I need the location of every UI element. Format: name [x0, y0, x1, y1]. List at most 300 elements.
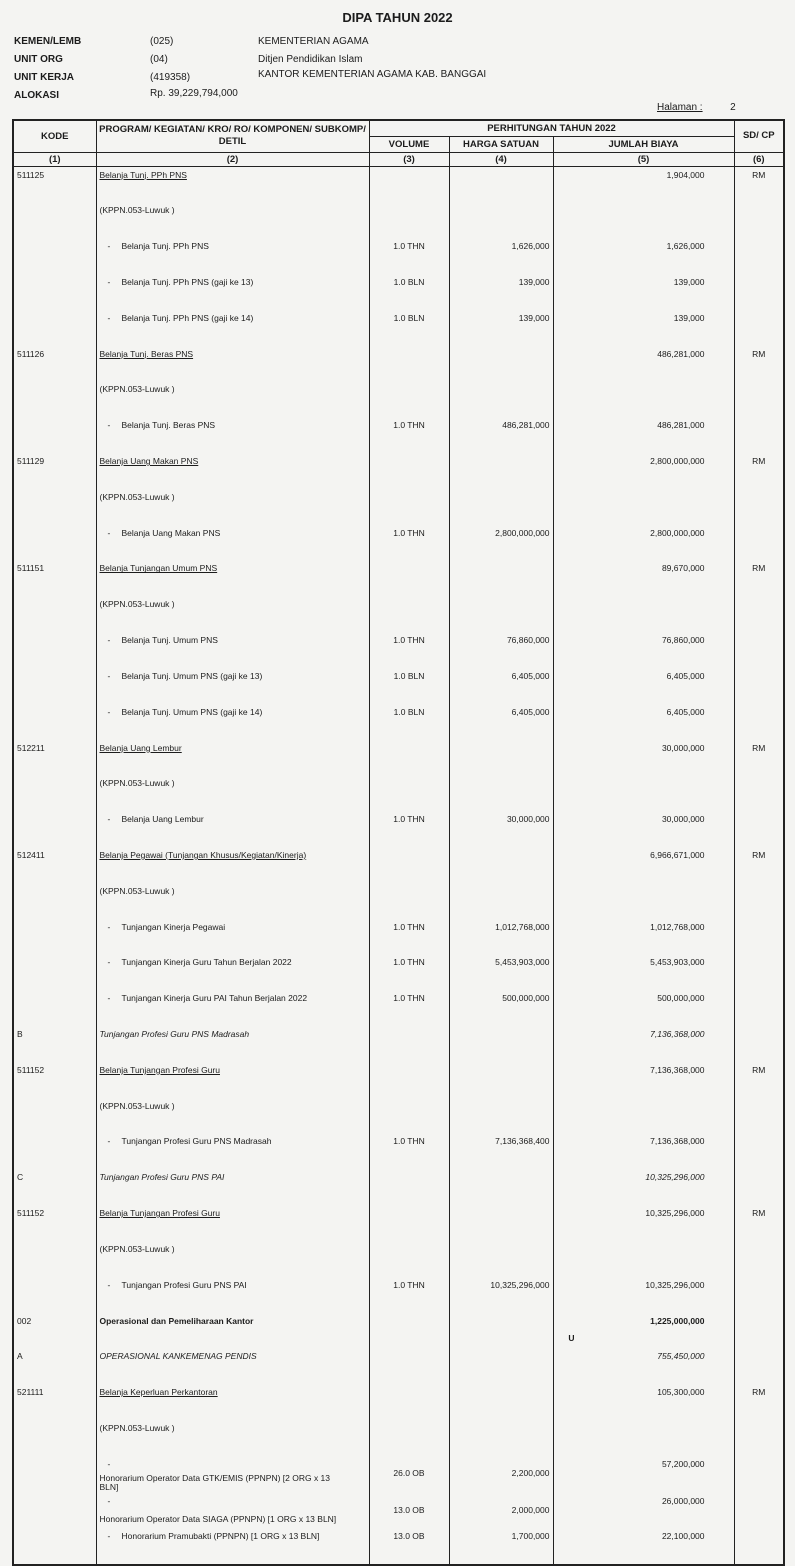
jumlah-value: 2,800,000,000	[650, 456, 705, 466]
cell-program	[96, 990, 369, 1026]
jumlah-value: 57,200,000	[661, 1459, 705, 1470]
program-text: Belanja Uang Lembur	[121, 814, 204, 825]
header-value-alokasi: Rp. 39,229,794,000	[150, 88, 238, 99]
filler-cell	[96, 1564, 369, 1565]
cell-jumlah	[553, 274, 734, 310]
cell-jumlah	[553, 1493, 734, 1529]
cell-sdcp	[734, 1528, 784, 1564]
cell-sdcp: RM	[734, 346, 784, 382]
cell-program	[96, 1062, 369, 1098]
table-row	[13, 1133, 784, 1169]
program-text: Belanja Tunj. Umum PNS (gaji ke 13)	[121, 670, 263, 681]
item-bullet: -	[107, 312, 111, 323]
cell-harga	[449, 1169, 553, 1205]
program-text: Belanja Tunj. Beras PNS	[99, 348, 194, 359]
jumlah-value: 755,450,000	[657, 1351, 705, 1362]
item-bullet: -	[107, 921, 111, 932]
cell-harga: 5,453,903,000	[449, 954, 553, 990]
cell-kode: 512411	[13, 847, 96, 883]
header-name-kemen: KEMENTERIAN AGAMA	[258, 36, 369, 47]
cell-jumlah	[553, 668, 734, 704]
table-row	[13, 811, 784, 847]
cell-harga	[449, 489, 553, 525]
cell-sdcp	[734, 1026, 784, 1062]
cell-kode	[13, 632, 96, 668]
jumlah-value: 500,000,000	[657, 993, 705, 1004]
jumlah-value: 1,626,000	[666, 241, 705, 252]
header-label-unit-kerja: UNIT KERJA	[14, 72, 75, 83]
cell-jumlah	[553, 489, 734, 525]
cell-jumlah	[553, 346, 734, 382]
cell-volume: 1.0 THN	[369, 919, 449, 955]
cell-harga: 6,405,000	[449, 704, 553, 740]
cell-volume	[369, 847, 449, 883]
cell-program	[96, 632, 369, 668]
cell-kode	[13, 1098, 96, 1134]
jumlah-value: 139,000	[673, 276, 705, 287]
cell-sdcp	[734, 668, 784, 704]
item-bullet: -	[107, 241, 111, 252]
program-text: Tunjangan Kinerja Pegawai	[121, 921, 226, 932]
cell-kode: C	[13, 1169, 96, 1205]
filler-cell	[449, 1564, 553, 1565]
cell-volume: 1.0 THN	[369, 525, 449, 561]
cell-sdcp	[734, 274, 784, 310]
cell-volume	[369, 740, 449, 776]
cell-harga	[449, 1313, 553, 1349]
cell-volume: 1.0 BLN	[369, 310, 449, 346]
item-bullet: -	[107, 957, 111, 968]
cell-program	[96, 1493, 369, 1529]
cell-volume: 1.0 THN	[369, 1277, 449, 1313]
program-text: Belanja Tunjangan Umum PNS	[99, 563, 218, 574]
cell-kode: 511129	[13, 453, 96, 489]
filler-cell	[369, 1564, 449, 1565]
cell-jumlah	[553, 202, 734, 238]
cell-kode: 511152	[13, 1205, 96, 1241]
cell-program	[96, 775, 369, 811]
cell-sdcp	[734, 596, 784, 632]
cell-jumlah	[553, 954, 734, 990]
jumlah-value: 1,904,000	[666, 169, 705, 180]
item-bullet: -	[107, 1136, 111, 1147]
page-indicator	[657, 102, 736, 113]
budget-table-body	[13, 166, 784, 1565]
filler-cell	[13, 1564, 96, 1565]
table-row	[13, 1169, 784, 1205]
cell-sdcp	[734, 1313, 784, 1349]
cell-harga: 2,800,000,000	[449, 525, 553, 561]
cell-harga	[449, 1384, 553, 1420]
col-header-sdcp: SD/ CP	[734, 120, 784, 152]
program-text: (KPPN.053-Luwuk )	[99, 599, 175, 610]
program-text: Belanja Uang Lembur	[99, 742, 182, 753]
program-text: Tunjangan Profesi Guru PNS PAI	[121, 1279, 247, 1290]
cell-kode	[13, 238, 96, 274]
cell-jumlah	[553, 811, 734, 847]
table-row	[13, 1098, 784, 1134]
cell-kode	[13, 489, 96, 525]
jumlah-value: 7,136,368,000	[650, 1064, 705, 1075]
cell-harga	[449, 1062, 553, 1098]
col-num-3: (3)	[369, 152, 449, 166]
item-bullet: -	[107, 1279, 111, 1290]
cell-volume: 1.0 BLN	[369, 668, 449, 704]
cell-kode: A	[13, 1348, 96, 1384]
cell-program	[96, 668, 369, 704]
program-text: Belanja Tunj. Umum PNS	[121, 635, 218, 646]
cell-sdcp	[734, 1420, 784, 1456]
cell-volume	[369, 1241, 449, 1277]
cell-harga	[449, 166, 553, 202]
jumlah-value: 486,281,000	[657, 348, 705, 359]
program-text: Belanja Keperluan Perkantoran	[99, 1387, 218, 1398]
cell-jumlah	[553, 381, 734, 417]
cell-kode	[13, 1277, 96, 1313]
cell-jumlah	[553, 166, 734, 202]
cell-jumlah	[553, 1348, 734, 1384]
table-row	[13, 1313, 784, 1349]
jumlah-value: 2,800,000,000	[650, 527, 705, 538]
program-text: Tunjangan Kinerja Guru Tahun Berjalan 2022	[121, 957, 292, 968]
jumlah-value: 30,000,000	[661, 814, 705, 825]
jumlah-value: 1,225,000,000	[650, 1315, 705, 1326]
cell-harga	[449, 1026, 553, 1062]
cell-jumlah	[553, 847, 734, 883]
cell-program	[96, 560, 369, 596]
cell-jumlah	[553, 1169, 734, 1205]
cell-harga	[449, 596, 553, 632]
cell-sdcp	[734, 489, 784, 525]
program-text: Belanja Pegawai (Tunjangan Khusus/Kegiatan/Kinerja)	[99, 849, 307, 860]
cell-harga	[449, 847, 553, 883]
cell-sdcp: RM	[734, 740, 784, 776]
cell-program	[96, 883, 369, 919]
cell-jumlah	[553, 310, 734, 346]
cell-volume	[369, 381, 449, 417]
jumlah-value: 89,670,000	[661, 563, 705, 574]
cell-volume	[369, 1169, 449, 1205]
cell-volume	[369, 453, 449, 489]
program-text: Tunjangan Kinerja Guru PAI Tahun Berjalan 2022	[121, 993, 308, 1004]
program-text: Operasional dan Pemeliharaan Kantor	[99, 1315, 254, 1326]
jumlah-value: 10,325,296,000	[645, 1279, 705, 1290]
cell-program	[96, 740, 369, 776]
table-row	[13, 1205, 784, 1241]
col-header-jumlah: JUMLAH BIAYA	[553, 136, 734, 152]
program-text: (KPPN.053-Luwuk )	[99, 778, 175, 789]
table-row	[13, 847, 784, 883]
program-text: Belanja Tunjangan Profesi Guru	[99, 1064, 220, 1075]
header-label-alokasi: ALOKASI	[14, 90, 59, 101]
cell-sdcp	[734, 238, 784, 274]
cell-sdcp	[734, 1098, 784, 1134]
cell-sdcp: RM	[734, 1384, 784, 1420]
cell-harga	[449, 1348, 553, 1384]
table-row	[13, 1026, 784, 1062]
col-num-2: (2)	[96, 152, 369, 166]
cell-kode: 512211	[13, 740, 96, 776]
cell-sdcp	[734, 954, 784, 990]
table-row	[13, 668, 784, 704]
col-num-4: (4)	[449, 152, 553, 166]
cell-program	[96, 847, 369, 883]
cell-harga	[449, 1098, 553, 1134]
cell-kode	[13, 990, 96, 1026]
col-header-harga: HARGA SATUAN	[449, 136, 553, 152]
program-text: Belanja Tunj. Beras PNS	[121, 420, 216, 431]
cell-sdcp	[734, 919, 784, 955]
table-row	[13, 775, 784, 811]
cell-jumlah	[553, 990, 734, 1026]
cell-sdcp	[734, 310, 784, 346]
cell-sdcp: RM	[734, 453, 784, 489]
jumlah-value: 105,300,000	[657, 1387, 705, 1398]
cell-kode	[13, 381, 96, 417]
item-bullet: -	[107, 1458, 111, 1469]
cell-kode	[13, 1133, 96, 1169]
cell-sdcp: RM	[734, 1062, 784, 1098]
cell-volume	[369, 775, 449, 811]
cell-sdcp: RM	[734, 560, 784, 596]
col-header-program: PROGRAM/ KEGIATAN/ KRO/ RO/ KOMPONEN/ SUBKOMP/ DETIL	[96, 120, 369, 152]
jumlah-value: 139,000	[673, 312, 705, 323]
col-num-6: (6)	[734, 152, 784, 166]
jumlah-value: 26,000,000	[661, 1495, 705, 1506]
col-header-perhitungan: PERHITUNGAN TAHUN 2022	[369, 120, 734, 136]
cell-jumlah	[553, 417, 734, 453]
table-row	[13, 704, 784, 740]
cell-kode	[13, 883, 96, 919]
cell-jumlah	[553, 775, 734, 811]
cell-harga: 1,012,768,000	[449, 919, 553, 955]
budget-table	[12, 119, 785, 1566]
program-text: Tunjangan Profesi Guru PNS PAI	[99, 1172, 225, 1183]
cell-harga	[449, 202, 553, 238]
cell-program	[96, 202, 369, 238]
table-row	[13, 1420, 784, 1456]
cell-program	[96, 704, 369, 740]
cell-kode	[13, 811, 96, 847]
table-row	[13, 596, 784, 632]
table-row	[13, 417, 784, 453]
header-code-kemen: (025)	[150, 36, 174, 47]
cell-jumlah	[553, 704, 734, 740]
table-row	[13, 990, 784, 1026]
cell-jumlah	[553, 919, 734, 955]
cell-volume	[369, 1098, 449, 1134]
program-text: Belanja Tunj. Umum PNS (gaji ke 14)	[121, 706, 263, 717]
cell-program	[96, 489, 369, 525]
item-bullet: -	[107, 635, 111, 646]
col-num-5: (5)	[553, 152, 734, 166]
cell-sdcp	[734, 1493, 784, 1529]
table-row	[13, 489, 784, 525]
cell-kode	[13, 1420, 96, 1456]
col-header-kode: KODE	[13, 120, 96, 152]
cell-jumlah	[553, 1456, 734, 1493]
filler-cell	[553, 1564, 734, 1565]
cell-kode	[13, 310, 96, 346]
cell-volume: 13.0 OB	[369, 1493, 449, 1529]
cell-program	[96, 1420, 369, 1456]
cell-harga	[449, 775, 553, 811]
cell-harga	[449, 453, 553, 489]
cell-volume: 1.0 THN	[369, 811, 449, 847]
header-name-unit-kerja: KANTOR KEMENTERIAN AGAMA KAB. BANGGAI	[258, 69, 487, 80]
cell-program	[96, 596, 369, 632]
cell-sdcp	[734, 1277, 784, 1313]
program-text: (KPPN.053-Luwuk )	[99, 1243, 175, 1254]
table-row	[13, 274, 784, 310]
cell-jumlah	[553, 1277, 734, 1313]
table-row	[13, 310, 784, 346]
cell-kode	[13, 202, 96, 238]
item-bullet: -	[107, 706, 111, 717]
cell-harga	[449, 560, 553, 596]
cell-kode	[13, 1528, 96, 1564]
cell-harga: 139,000	[449, 274, 553, 310]
cell-kode	[13, 775, 96, 811]
cell-harga: 30,000,000	[449, 811, 553, 847]
cell-volume	[369, 489, 449, 525]
cell-kode	[13, 274, 96, 310]
cell-kode: 511125	[13, 166, 96, 202]
cell-volume: 1.0 THN	[369, 417, 449, 453]
cell-sdcp	[734, 1133, 784, 1169]
header-name-unit-org: Ditjen Pendidikan Islam	[258, 54, 363, 65]
cell-jumlah	[553, 453, 734, 489]
item-bullet: -	[107, 276, 111, 287]
cell-volume: 1.0 THN	[369, 238, 449, 274]
program-text: (KPPN.053-Luwuk )	[99, 885, 175, 896]
cell-volume	[369, 166, 449, 202]
cell-jumlah	[553, 1205, 734, 1241]
cell-harga: 1,700,000	[449, 1528, 553, 1564]
jumlah-value: 486,281,000	[657, 420, 705, 431]
cell-program	[96, 1456, 369, 1493]
cell-kode: B	[13, 1026, 96, 1062]
cell-volume	[369, 1205, 449, 1241]
cell-sdcp	[734, 1456, 784, 1493]
cell-program	[96, 1348, 369, 1384]
cell-kode: 002	[13, 1313, 96, 1349]
table-row	[13, 1384, 784, 1420]
document-title: DIPA TAHUN 2022	[342, 10, 453, 25]
table-row	[13, 632, 784, 668]
cell-program	[96, 238, 369, 274]
cell-kode: 511126	[13, 346, 96, 382]
cell-jumlah	[553, 1384, 734, 1420]
header-code-unit-org: (04)	[150, 54, 168, 65]
program-text: Tunjangan Profesi Guru PNS Madrasah	[121, 1136, 272, 1147]
cell-program	[96, 1133, 369, 1169]
cell-volume: 1.0 BLN	[369, 274, 449, 310]
cell-volume	[369, 1026, 449, 1062]
table-row	[13, 166, 784, 202]
cell-volume	[369, 1420, 449, 1456]
program-text: Belanja Tunj. PPh PNS (gaji ke 13)	[121, 276, 254, 287]
jumlah-value: 30,000,000	[661, 742, 705, 753]
jumlah-value: 10,325,296,000	[645, 1172, 705, 1183]
program-text: Belanja Tunjangan Profesi Guru	[99, 1208, 220, 1219]
header-label-unit-org: UNIT ORG	[14, 54, 63, 65]
cell-sdcp	[734, 417, 784, 453]
table-row	[13, 919, 784, 955]
item-bullet: -	[107, 670, 111, 681]
cell-jumlah	[553, 1528, 734, 1564]
program-text: Belanja Uang Makan PNS	[121, 527, 221, 538]
cell-volume: 1.0 THN	[369, 1133, 449, 1169]
cell-volume	[369, 596, 449, 632]
program-text: (KPPN.053-Luwuk )	[99, 1422, 175, 1433]
cell-harga: 500,000,000	[449, 990, 553, 1026]
col-num-1: (1)	[13, 152, 96, 166]
cell-harga: 1,626,000	[449, 238, 553, 274]
program-text: (KPPN.053-Luwuk )	[99, 1100, 175, 1111]
cell-kode	[13, 954, 96, 990]
program-text: Belanja Tunj. PPh PNS (gaji ke 14)	[121, 312, 254, 323]
item-bullet: -	[107, 527, 111, 538]
cell-kode	[13, 1493, 96, 1529]
cell-jumlah	[553, 596, 734, 632]
cell-jumlah	[553, 525, 734, 561]
program-text: (KPPN.053-Luwuk )	[99, 205, 175, 216]
cell-kode	[13, 1241, 96, 1277]
cell-kode	[13, 1456, 96, 1493]
jumlah-value: 5,453,903,000	[650, 957, 705, 968]
cell-program	[96, 381, 369, 417]
table-row	[13, 453, 784, 489]
cell-kode	[13, 668, 96, 704]
cell-harga: 139,000	[449, 310, 553, 346]
program-text: Belanja Tunj. PPh PNS	[99, 169, 187, 180]
cell-sdcp	[734, 525, 784, 561]
table-row	[13, 238, 784, 274]
cell-jumlah	[553, 1420, 734, 1456]
cell-volume: 13.0 OB	[369, 1528, 449, 1564]
jumlah-value: 7,136,368,000	[650, 1029, 705, 1039]
page-label: Halaman :	[657, 102, 703, 113]
cell-jumlah	[553, 238, 734, 274]
cell-volume	[369, 1062, 449, 1098]
cell-sdcp	[734, 202, 784, 238]
cell-kode	[13, 596, 96, 632]
cell-program	[96, 919, 369, 955]
cell-kode	[13, 919, 96, 955]
cell-program	[96, 1384, 369, 1420]
cell-sdcp	[734, 1169, 784, 1205]
jumlah-value: 7,136,368,000	[650, 1136, 705, 1147]
cell-sdcp	[734, 704, 784, 740]
cell-program	[96, 310, 369, 346]
program-text: (KPPN.053-Luwuk )	[99, 491, 175, 502]
cell-program	[96, 1313, 369, 1349]
cell-program	[96, 1026, 369, 1062]
item-bullet: -	[107, 814, 111, 825]
table-row	[13, 381, 784, 417]
cell-harga: 76,860,000	[449, 632, 553, 668]
cell-sdcp	[734, 1348, 784, 1384]
cell-harga: 2,200,000	[449, 1456, 553, 1493]
cell-program	[96, 811, 369, 847]
jumlah-value: 6,405,000	[666, 670, 705, 681]
cell-program	[96, 1098, 369, 1134]
cell-volume: 1.0 THN	[369, 632, 449, 668]
item-bullet: -	[107, 993, 111, 1004]
jumlah-value: 10,325,296,000	[645, 1208, 705, 1219]
col-header-volume: VOLUME	[369, 136, 449, 152]
